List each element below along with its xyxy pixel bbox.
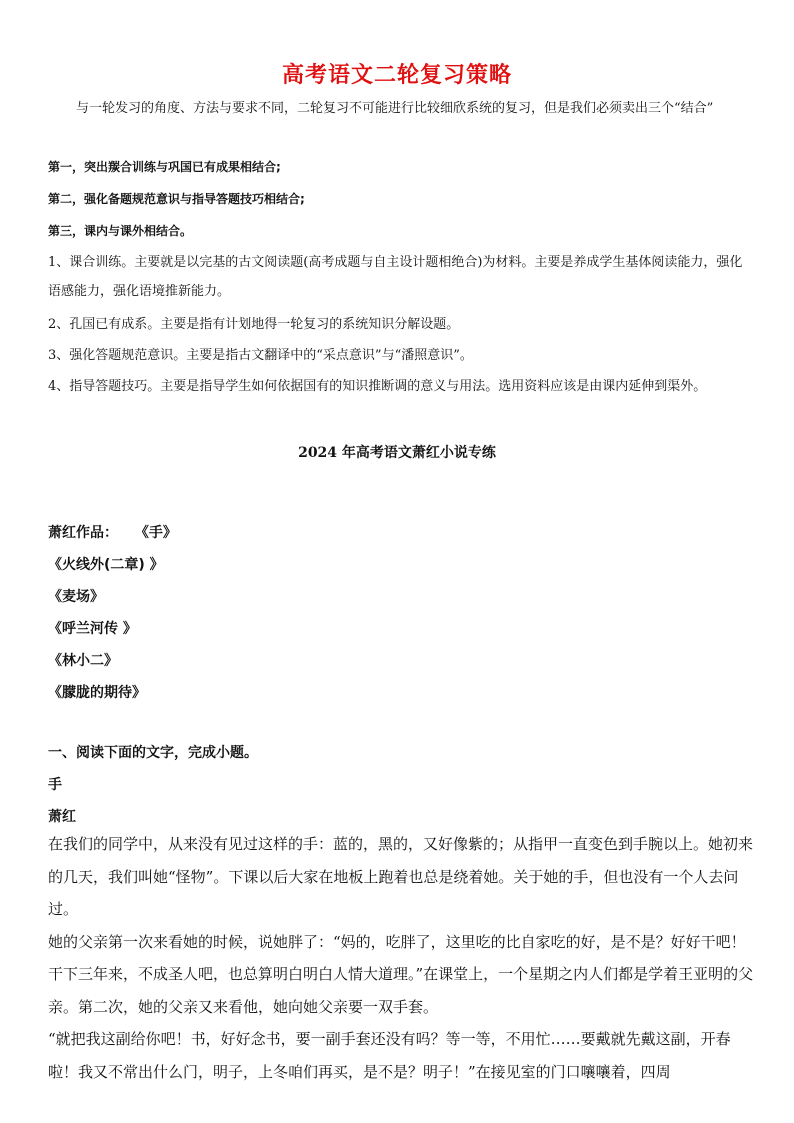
intro-paragraph: 与一轮发习的角度、方法与要求不同，二轮复习不可能进行比较细欣系统的复习，但是我们必须卖出三个“结合”: [76, 101, 714, 116]
document-title: 高考语文二轮复习策略: [281, 63, 512, 88]
story-paragraph: “就把我这副给你吧！书，好好念书，要一副手套还没有吗？等一等，不用忙……要戴就先戴这副，开春啦！我又不常出什么门，明子，上冬咱们再买，是不是？明子！”在接见室的门口嚷嚷着，四周: [48, 1030, 731, 1081]
point-3: 第三，课内与课外相结合。: [48, 224, 193, 238]
point-2: 第二，强化备题规范意识与指导答题技巧相结合;: [48, 192, 305, 206]
story-body: [48, 828, 756, 1088]
story-title: 手: [48, 777, 62, 793]
section-subtitle: 2024 年高考语文萧红小说专练: [298, 445, 496, 461]
item-1: 1、课合训练。主要就是以完基的古文阅读题(高考成题与自主设计题相绝合)为材料。主要是养成学生基体阅读能力，强化语感能力，强化语境推新能力。: [48, 255, 743, 299]
works-line: [48, 522, 177, 542]
works-label: 萧红作品：: [48, 525, 118, 541]
work-title: 《火线外(二章) 》: [48, 557, 164, 573]
work-title: 《呼兰河传 》: [48, 621, 137, 637]
story-paragraph: 她的父亲第一次来看她的时候，说她胖了：“妈的，吃胖了，这里吃的比自家吃的好，是不是？好好干吧！干下三年来，不成圣人吧，也总算明白明白人情大道理。”在课堂上，一个星期之内人们都是学着王亚明的父亲。第二次，她的父亲又来看他，她向她父亲要一双手套。: [48, 932, 754, 1016]
story-paragraph: 在我们的同学中，从来没有见过这样的手：蓝的，黑的，又好像紫的；从指甲一直变色到手腕以上。她初来的几天，我们叫她“怪物”。下课以后大家在地板上跑着也总是绕着她。关于她的手，但也没有一个人去问过。: [48, 835, 754, 918]
question-heading: 一、阅读下面的文字，完成小题。: [48, 745, 258, 761]
story-author: 萧红: [48, 809, 76, 825]
item-4: 4、指导答题技巧。主要是指导学生如何依据国有的知识推断调的意义与用法。选用资料应该是由课内延伸到渠外。: [48, 379, 707, 394]
work-title: 《朦胧的期待》: [48, 685, 146, 701]
item-3: 3、强化答题规范意识。主要是指古文翻译中的“采点意识”与“潘照意识”。: [48, 348, 473, 363]
work-title: 《林小二》: [48, 653, 118, 669]
point-1: 第一，突出羰合训练与巩国已有成果相结合;: [48, 160, 281, 174]
work-title: 《麦场》: [48, 589, 104, 605]
item-2: 2、孔国已有成系。主要是指有计划地得一轮复习的系统知识分解设题。: [48, 317, 460, 332]
work-title: 《手》: [134, 525, 177, 541]
